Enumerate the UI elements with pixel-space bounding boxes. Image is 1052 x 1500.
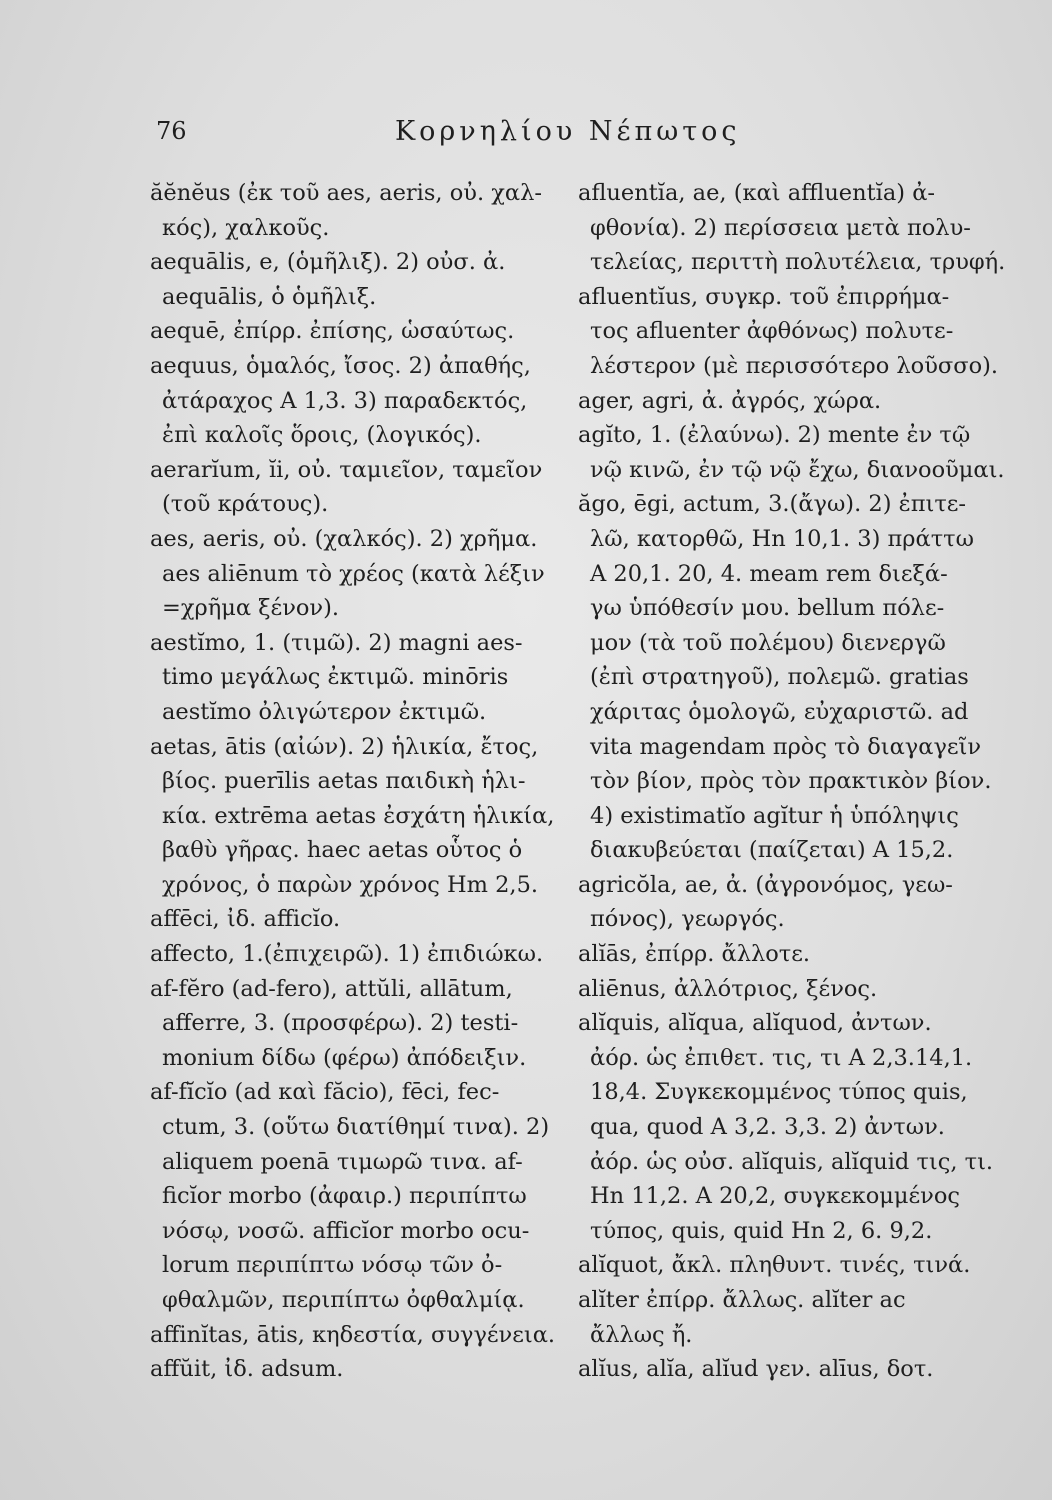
dictionary-line: γω ὑπόθεσίν μου. bellum πόλε- [590, 595, 945, 622]
dictionary-line: (τοῦ κράτους). [162, 491, 329, 518]
dictionary-line: ἀόρ. ὡς ἐπιθετ. τις, τι Α 2,3.14,1. [590, 1044, 973, 1071]
dictionary-line: alĭās, ἐπίρρ. ἄλλοτε. [578, 941, 811, 968]
dictionary-line: λέστερον (μὲ περισσότερο λοῦσσο). [590, 352, 999, 379]
dictionary-line: af-fĕro (ad-fero), attŭli, allātum, [150, 975, 513, 1002]
dictionary-line: aerarĭum, ĭi, οὐ. ταμιεῖον, ταμεῖον [150, 456, 543, 483]
dictionary-line: agĭto, 1. (ἐλαύνω). 2) mente ἐν τῷ [578, 422, 971, 449]
dictionary-line: aes, aeris, οὐ. (χαλκός). 2) χρῆμα. [150, 525, 538, 552]
left-column [150, 176, 570, 1387]
dictionary-line: τὸν βίον, πρὸς τὸν πρακτικὸν βίον. [590, 768, 992, 795]
dictionary-line: monium δίδω (φέρω) ἀπόδειξιν. [162, 1044, 527, 1071]
dictionary-line: ἀτάραχος Α 1,3. 3) παραδεκτός, [162, 387, 528, 414]
dictionary-line: νῷ κινῶ, ἐν τῷ νῷ ἔχω, διανοοῦμαι. [590, 456, 1005, 483]
dictionary-line: affŭit, ἰδ. adsum. [150, 1356, 344, 1383]
dictionary-line: affēci, ἰδ. afficĭo. [150, 906, 341, 933]
dictionary-line: κία. extrēma aetas ἐσχάτη ἡλικία, [162, 802, 555, 829]
dictionary-line: aequālis, ὁ ὁμῆλιξ. [162, 283, 377, 310]
dictionary-line: ἀόρ. ὡς οὐσ. alĭquis, alĭquid τις, τι. [590, 1148, 994, 1175]
dictionary-line: βίος. puerīlis aetas παιδικὴ ἡλι- [162, 768, 526, 795]
dictionary-line: βαθὺ γῆρας. haec aetas οὗτος ὁ [162, 837, 523, 864]
dictionary-line: =χρῆμα ξένον). [162, 595, 340, 622]
dictionary-line: ăĕnĕus (ἐκ τοῦ aes, aeris, οὐ. χαλ- [150, 180, 542, 206]
dictionary-line: χάριτας ὁμολογῶ, εὐχαριστῶ. ad [590, 698, 969, 725]
dictionary-line: aestĭmo ὀλιγώτερον ἐκτιμῶ. [162, 698, 487, 725]
dictionary-line: πόνος), γεωργός. [590, 906, 785, 933]
dictionary-line: af-fĭcĭo (ad καὶ făcio), fēci, fec- [150, 1079, 500, 1106]
dictionary-line: (ἐπὶ στρατηγοῦ), πολεμῶ. gratias [590, 664, 969, 691]
dictionary-line: φθονία). 2) περίσσεια μετὰ πολυ- [590, 214, 971, 241]
dictionary-line: aequālis, e, (ὁμῆλιξ). 2) οὐσ. ἀ. [150, 249, 506, 276]
dictionary-line: aequē, ἐπίρρ. ἐπίσης, ὡσαύτως. [150, 318, 515, 345]
dictionary-line: ἐπὶ καλοῖς ὅροις, (λογικός). [162, 422, 482, 449]
dictionary-line: affinĭtas, ātis, κηδεστία, συγγένεια. [150, 1321, 556, 1348]
dictionary-line: affecto, 1.(ἐπιχειρῶ). 1) ἐπιδιώκω. [150, 941, 544, 968]
dictionary-line: aequus, ὁμαλός, ἴσος. 2) ἀπαθής, [150, 352, 531, 379]
dictionary-line: afluentĭus, συγκρ. τοῦ ἐπιρρήμα- [578, 283, 950, 310]
dictionary-line: aestĭmo, 1. (τιμῶ). 2) magni aes- [150, 629, 523, 656]
dictionary-line: τελείας, περιττὴ πολυτέλεια, τρυφή. [590, 249, 1006, 276]
dictionary-line: qua, quod Α 3,2. 3,3. 2) ἀντων. [590, 1114, 945, 1141]
dictionary-line: alĭquot, ἄκλ. πληθυντ. τινές, τινά. [578, 1252, 971, 1279]
dictionary-line: timo μεγάλως ἐκτιμῶ. minōris [162, 664, 509, 691]
dictionary-line: τος afluenter ἀφθόνως) πολυτε- [590, 318, 954, 345]
dictionary-line: alĭus, alĭa, alĭud γεν. alīus, δοτ. [578, 1356, 934, 1383]
dictionary-line: ἄλλως ἤ. [590, 1321, 693, 1348]
right-column [578, 176, 1018, 1387]
dictionary-line: Α 20,1. 20, 4. meam rem διεξά- [590, 560, 948, 587]
dictionary-line: νόσῳ, νοσῶ. afficĭor morbo ocu- [162, 1217, 530, 1244]
running-head: Κορνηλίου Νέπωτος [395, 116, 741, 147]
page-number: 76 [156, 117, 187, 145]
dictionary-line: aliēnus, ἀλλότριος, ξένος. [578, 975, 878, 1002]
dictionary-line: agricŏla, ae, ἀ. (ἀγρονόμος, γεω- [578, 871, 953, 898]
dictionary-line: μον (τὰ τοῦ πολέμου) διενεργῶ [590, 629, 946, 656]
dictionary-line: χρόνος, ὁ παρὼν χρόνος Ηm 2,5. [162, 871, 539, 898]
dictionary-line: 4) existimatĭo agĭtur ἡ ὑπόληψις [590, 802, 959, 829]
dictionary-line: ăgo, ēgi, actum, 3.(ἄγω). 2) ἐπιτε- [578, 491, 967, 518]
dictionary-line: λῶ, κατορθῶ, Ηn 10,1. 3) πράττω [590, 525, 974, 552]
dictionary-line: ager, agri, ἀ. ἀγρός, χώρα. [578, 387, 882, 414]
dictionary-line: aetas, ātis (αἰών). 2) ἡλικία, ἔτος, [150, 733, 539, 760]
dictionary-line: vita magendam πρὸς τὸ διαγαγεῖν [590, 733, 982, 760]
dictionary-line: afferre, 3. (προσφέρω). 2) testi- [162, 1010, 519, 1037]
dictionary-line: ctum, 3. (οὕτω διατίθημί τινα). 2) [162, 1114, 550, 1141]
dictionary-line: aes aliēnum τὸ χρέος (κατὰ λέξιν [162, 560, 545, 587]
dictionary-line: Ηn 11,2. Α 20,2, συγκεκομμένος [590, 1183, 961, 1210]
dictionary-line: διακυβεύεται (παίζεται) Α 15,2. [590, 837, 954, 864]
dictionary-line: τύπος, quis, quid Ηn 2, 6. 9,2. [590, 1217, 933, 1244]
dictionary-line: alĭquis, alĭqua, alĭquod, ἀντων. [578, 1010, 932, 1037]
dictionary-line: ficĭor morbo (ἀφαιρ.) περιπίπτω [162, 1183, 527, 1210]
dictionary-line: 18,4. Συγκεκομμένος τύπος quis, [590, 1079, 968, 1106]
dictionary-line: alĭter ἐπίρρ. ἄλλως. alĭter ac [578, 1287, 906, 1313]
dictionary-line: lorum περιπίπτω νόσῳ τῶν ὀ- [162, 1252, 503, 1279]
dictionary-line: κός), χαλκοῦς. [162, 214, 330, 241]
dictionary-line: aliquem poenā τιμωρῶ τινα. af- [162, 1148, 523, 1175]
dictionary-line: afluentĭa, ae, (καὶ affluentĭa) ἀ- [578, 180, 935, 206]
dictionary-line: φθαλμῶν, περιπίπτω ὀφθαλμίᾳ. [162, 1287, 525, 1313]
